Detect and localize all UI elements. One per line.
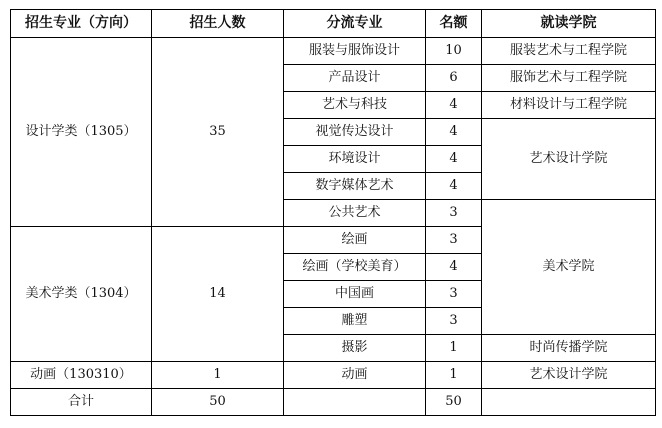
sub-major-cell: 产品设计	[284, 65, 426, 92]
count-art: 14	[152, 227, 284, 362]
total-label: 合计	[11, 389, 152, 416]
total-row	[11, 389, 656, 416]
sub-major-cell: 公共艺术	[284, 200, 426, 227]
college-cell: 艺术设计学院	[482, 119, 656, 200]
count-animation: 1	[152, 362, 284, 389]
header-major: 招生专业（方向）	[11, 10, 152, 38]
sub-major-cell: 动画	[284, 362, 426, 389]
table-row	[11, 38, 656, 65]
college-cell: 材料设计与工程学院	[482, 92, 656, 119]
quota-cell: 3	[426, 281, 482, 308]
quota-cell: 1	[426, 335, 482, 362]
sub-major-cell: 数字媒体艺术	[284, 173, 426, 200]
quota-cell: 6	[426, 65, 482, 92]
header-sub-major: 分流专业	[284, 10, 426, 38]
sub-major-cell: 绘画（学校美育）	[284, 254, 426, 281]
quota-cell: 4	[426, 119, 482, 146]
college-cell: 艺术设计学院	[482, 362, 656, 389]
sub-major-cell: 环境设计	[284, 146, 426, 173]
total-college-empty	[482, 389, 656, 416]
sub-major-cell: 雕塑	[284, 308, 426, 335]
header-quota: 名额	[426, 10, 482, 38]
quota-cell: 4	[426, 92, 482, 119]
major-animation: 动画（130310）	[11, 362, 152, 389]
count-design: 35	[152, 38, 284, 227]
header-row	[11, 10, 656, 38]
sub-major-cell: 服装与服饰设计	[284, 38, 426, 65]
major-design: 设计学类（1305）	[11, 38, 152, 227]
college-cell: 美术学院	[482, 200, 656, 335]
sub-major-cell: 绘画	[284, 227, 426, 254]
total-count: 50	[152, 389, 284, 416]
sub-major-cell: 摄影	[284, 335, 426, 362]
total-sub-major-empty	[284, 389, 426, 416]
quota-cell: 3	[426, 200, 482, 227]
quota-cell: 4	[426, 254, 482, 281]
quota-cell: 4	[426, 173, 482, 200]
college-cell: 服饰艺术与工程学院	[482, 65, 656, 92]
major-art: 美术学类（1304）	[11, 227, 152, 362]
college-cell: 时尚传播学院	[482, 335, 656, 362]
table-row	[11, 362, 656, 389]
header-enrollment-count: 招生人数	[152, 10, 284, 38]
enrollment-table	[10, 9, 656, 416]
header-college: 就读学院	[482, 10, 656, 38]
quota-cell: 4	[426, 146, 482, 173]
quota-cell: 1	[426, 362, 482, 389]
quota-cell: 3	[426, 308, 482, 335]
college-cell: 服装艺术与工程学院	[482, 38, 656, 65]
sub-major-cell: 视觉传达设计	[284, 119, 426, 146]
sub-major-cell: 艺术与科技	[284, 92, 426, 119]
total-quota: 50	[426, 389, 482, 416]
sub-major-cell: 中国画	[284, 281, 426, 308]
quota-cell: 10	[426, 38, 482, 65]
quota-cell: 3	[426, 227, 482, 254]
